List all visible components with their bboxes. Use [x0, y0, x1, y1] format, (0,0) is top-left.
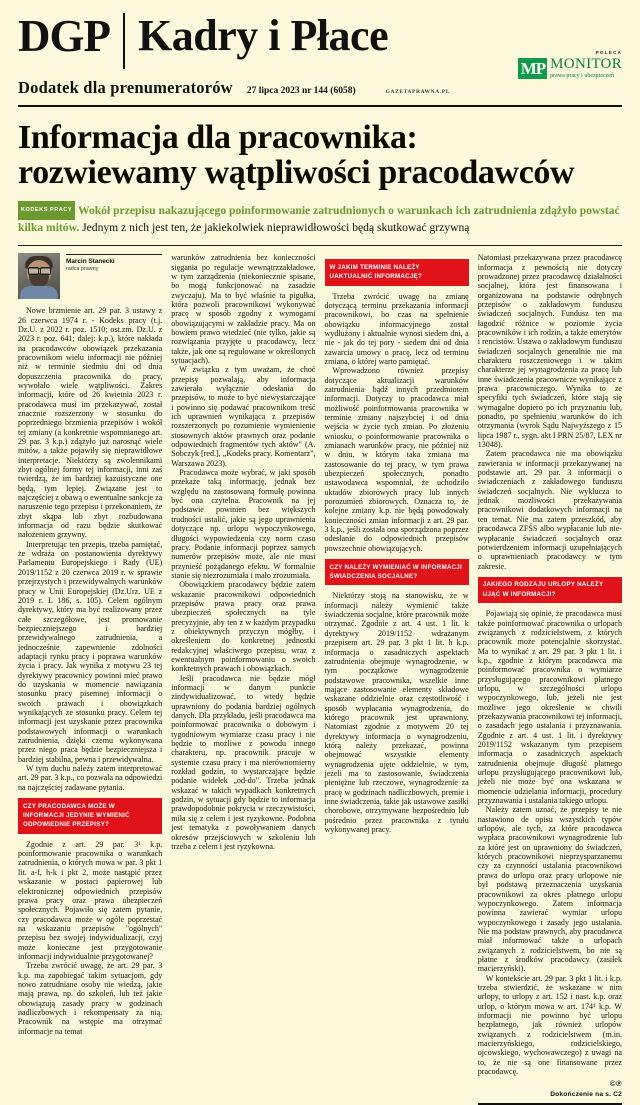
- body-paragraph: Trzeba zwrócić uwagę, że art. 29 par. 3 k.p. ma zapobiegać takim sytuacjom, gdy nowo zatrudniane osoby nie wiedzą, jakie mają prawa, np. do szkoleń, lub też jakie obowiązują zasady pracy w godzinach nadliczbowych i rekompensaty za nią. Pracownik na wstępie ma otrzymać informacje na temat: [18, 961, 163, 1036]
- body-paragraph: Zatem pracodawca nie ma obowiązku zawierania w informacji przekazywanej na podstawie art. 29 par. 3 informacji o świadczeniach z zakładowego funduszu świadczeń socjalnych. Nie wyklucza to jednak możliwości przekazywania pracownikowi dodatkowych informacji na ten temat. Nie ma zatem przeszkód, aby pracodawca ZFŚS albo wypłacanie lub nie-wypłacanie świadczeń socjalnych oraz potwierdzeniem informacji uzupełniających o uprawnieniach pracodawcy w tym zakresie.: [477, 449, 622, 571]
- issue-info: 27 lipca 2023 nr 144 (6058): [246, 86, 356, 96]
- body-paragraph: Obowiązkiem pracodawcy będzie zatem wskazanie pracownikowi odpowiednich przepisów prawa pracy oraz prawa ubezpieczeń społecznych na tyle precyzyjnie, aby ten z w każdym przypadku z obiektywnych przyczyn mógłby, i określeniem do konkretnej jednostki redakcyjnej właściwego przepisu, wraz z ewentualnym poinformowaniu o swoich konkretnych prawach i obowiązkach.: [171, 580, 316, 674]
- author-role: radca prawny: [66, 266, 99, 273]
- author-rule: [66, 254, 162, 255]
- masthead-meta-row: [18, 78, 622, 98]
- author-byline: [18, 253, 162, 299]
- body-paragraph: Trzeba zwrócić uwagę na zmianę dotyczącą terminu przekazania informacji pracownikowi, bo czas na spełnienie obowiązku informacyjnego został wydłużony i aktualnie wynosi siedem dni, a nie - jak do tej pory - siedem dni od dnia zawarcia umowy o pracę, lecz od terminu zmiana, o której warto pamiętać.: [324, 291, 469, 366]
- article-headline: [18, 120, 622, 190]
- article-footer: [478, 1079, 622, 1098]
- body-paragraph: Pracodawca może wybrać, w jaki sposób przekaże taką informację, jednak bez względu na zastosowaną formułę powinna być ona czytelna. Pracownik na jej podstawie powinien bez większych trudności ustalić, jakie są jego uprawnienia dotyczące np. urlopu wypoczynkowego, długości wypowiedzenia czy norm czasu pracy. Podanie informacji poprzez samych numerów przepisów może, ale nie musi przynieść pożądanego efektu. W formalnie stanie się niezrozumiała i mało zrozumiała.: [171, 468, 316, 580]
- masthead-subtitle: Dodatek dla prenumeratorów: [18, 78, 233, 97]
- section-heading: W JAKIM TERMINIE NALEŻY UAKTUALNIĆ INFORMACJĘ?: [325, 259, 469, 285]
- body-paragraph: warunków zatrudnienia bez konieczności sięgania po regulacje wewnątrzzakładowe, w tym zarządzenia (niekoniecznie spisane, bo mogą funkcjonować na zasadzie zwyczaju). Ma to być właśnie ta pigułka, która pozwoli pracownikowi wykonywać pracę w sposób zgodny z wymogami obowiązującymi w zakładzie pracy. Ma on bowiem prawo wiedzieć (nie tylko, jakie są rozwiązania przyjęte u pracodawcy, lecz także, jak one są regulowane w określonych sytuacjach).: [171, 253, 316, 365]
- promo-monitor[interactable]: [502, 50, 622, 80]
- section-heading: CZY PRACODAWCA MOŻE W INFORMACJI JEDYNIE WYMIENIĆ ODPOWIEDNIE PRZEPISY?: [18, 798, 162, 834]
- body-paragraph: W związku z tym uważam, że choć przepisy pozwalają, aby informacja zawierała wyłącznie odesłania do przepisów, to może to być niewystarczające i powinno się podawać pracownikom treść ich uprawnień wynikająca z przepisów rozszerzonych po rozumienie wymienienie stosownych aktów prawnych oraz podanie odpowiednich fragmentów tych aktów" (A. Sobczyk [red.], „Kodeks pracy. Komentarz", Warszawa 2023).: [171, 365, 316, 468]
- column-4: [478, 253, 622, 1105]
- masthead-rule: [18, 105, 622, 107]
- article-lead: [18, 202, 622, 235]
- article-columns: [18, 253, 622, 1105]
- body-paragraph: Wprowadzono również przepisy dotyczące aktualizacji warunków zatrudnienia bądź innych przedmiotem informacji. Dotyczy to pracodawca miał możliwość poinformowania pracownika w terminie zmiany najszybciej i od dnia wejścia w życie tych zmian. Po złożeniu wniosku, o poinformowanie pracownika o zmianach warunków pracy, nie później niż w dniu, w którym taka zmiana ma zastosowanie do tej pracy, w tym prawa ubezpieczeń społecznych, ponadto ustawodawca wspomniał, że uchodziło uktadów zbiorowych pracy lub innych porozumień zbiorowych. Oznacza to, że kolejne zmiany k.p. nie będą powodowały konieczności zmian informacji z art. 29 par. 3 k.p., jeśli została ona sporządzona poprzez odesłanie do odpowiednich przepisów powszechnie obowiązujących.: [324, 366, 469, 553]
- column-2-body: [171, 253, 315, 851]
- website-label: GAZETAPRAWNA.PL: [385, 89, 450, 95]
- monitor-mp-mark: MP: [518, 58, 547, 79]
- body-paragraph: Niektórzy stoją na stanowisku, że w informacji należy wymienić także świadczenia socjalne, które pracownik może otrzymać. Zgodnie z art. 4 ust. 1 lit. k dyrektywy 2019/1152 wdrażanym przepisem art. 29 par. 3 pkt 1 lit. h k.p. informacja o zasadniczych aspektach zatrudnienia obejmuje wynagrodzenie, w tym początkowe wynagrodzenie podstawowe pracownika, wszelkie inne mające zastosowanie elementy składowe wskazane oddzielnie oraz częstotliwość i sposób wypłacania wynagrodzenia, do którego pracownik jest uprawniony. Natomiast zgodnie z motywem 20 tej dyrektywy informacja o wynagrodzeniu, którą należy przekazać, powinna obejmować wszystkie elementy wynagrodzenia ujęte oddzielnie, w tym, jeżeli ma to zastosowanie, świadczenia pieniężne lub rzeczowe, wynagrodzenie za pracę w godzinach nadliczbowych, premie i inne świadczenia, takie jak ustawowe zasiłki chorobowe, otrzymywane bezpośrednio lub pośrednio przez pracownika z tytułu wykonywanej pracy.: [324, 591, 469, 835]
- monitor-name: MONITOR: [550, 56, 622, 72]
- brand-logo-dgp: DGP: [18, 11, 110, 61]
- masthead-divider: [123, 13, 125, 69]
- headline-line-2: rozwiewamy wątpliwości pracodawców: [18, 154, 575, 191]
- monitor-tagline: prawa pracy i ubezpieczeń: [550, 73, 614, 79]
- body-paragraph: Natomiast przekazywana przez pracodawcę informacja z pewnością nie dotyczy prowadzonej przez pracodawcę działalności socjalnej, która jest finansowana i organizowana na podstawie odrębnych przepisów o zakładowym funduszu świadczeń socjalnych. Fundusz ten ma łagodzić różnice w poziomie życia pracowników i ich rodzin, a także emerytów i rencistów. Ustawa o zakładowym funduszu świadczeń socjalnych generalnie nie ma charakteru roszczeniowego i w takim charakterze jej wynagrodzenia za pracę lub inne świadczenia pracownicze wynikające z prawa pracowniczego. Wynika to ze specyfiki tych świadczeń, które stają się wymagalne dopiero po ich przyznaniu lub, ponadto, po spełnieniu warunków do ich otrzymania (wyrok Sądu Najwyższego z 15 lipca 1987 r., sygn. akt I PRN 25/87, LEX nr 13048).: [477, 253, 622, 450]
- body-paragraph: Pojawiają się opinie, że pracodawca musi także poinformować pracownika o urlopach związanych z rodzicielstwem, z których pracownik może potencjalnie skorzystać. Ma to wynikać z art. 29 par. 3 pkt 1 lit. i k.p., zgodnie z którym pracodawca ma poinformować pracownika o wymiarze przysługującego pracownikowi płatnego urlopu, w szczególności urlopu wypoczynkowego, lub, jeżeli nie jest możliwe jego określenie w chwili przekazywania pracownikowi tej informacji, o zasadach jego ustalania i przyznawania. Zgodnie z art. 4 ust. 1 lit. i dyrektywy 2019/1152 wskazanym tym przepisem informacja o zasadniczych aspektach zatrudnienia obejmuje długość płatnego urlopu przysługującego pracownikowi lub, jeżeli nie może być ona wskazana w momencie udzielania informacji, procedury przyznawania i ustalania takiego urlopu.: [477, 609, 622, 806]
- promo-text: [550, 57, 622, 80]
- author-meta: [66, 253, 162, 273]
- section-heading: CZY NALEŻY WYMIENIAĆ W INFORMACJI ŚWIADCZENIA SOCJALNE?: [325, 559, 469, 585]
- headline-line-1: Informacja dla pracownika:: [18, 119, 418, 156]
- body-paragraph: W tym duchu należy zatem interpretować art. 29 par. 3 k.p., co pozwala na odpowiedzi na najczęściej zadawane pytania.: [18, 764, 163, 792]
- column-1: [18, 253, 162, 1105]
- body-paragraph: Interpretując ten przepis, trzeba pamiętać, że wdraża on postanowienia dyrektywy Parlamentu Europejskiego i Rady (UE) 2019/1152 z 20 czerwca 2019 r. w sprawie przejrzystych i przewidywalnych warunków pracy w Unii Europejskiej (Dz.Urz. UE z 2019 r. L 186, s. 105). Celem ogólnym dyrektywy, który ma być realizowany przez całe szczegółowe, jest promowanie bezpieczniejszego i bardziej przewidywalnego zatrudnienia, a jednocześnie zapewnienie zdolności adaptacji rynku pracy i poprawa warunków życia i pracy. Jak wynika z motywu 23 tej dyrektywy pracownicy powinni mieć prawo do uzyskania w momencie nawiązania stosunku pracy pisemnej informacji o swoich prawach i obowiązkach wynikających ze stosunku pracy. Celem tej informacji jest uzyskanie przez pracownika podstawowych informacji o warunkach zatrudnienia, dzięki czemu wykonywana przez niego praca będzie bezpieczniejsza i bardziej stabilna, pewna i przewidywalna.: [18, 539, 163, 764]
- column-1-body: [18, 306, 162, 1036]
- lead-rule: [18, 245, 622, 246]
- body-paragraph: W kontekście art. 29 par. 3 pkt 1 lit. i k.p. trzeba stwierdzić, że wskazane w nim urlopy, to urlopy z art. 152 i nast. k.p. oraz urlop, o którym mowa w art. 174¹ k.p. W informacji nie powinno być urlopu bezpłatnego, jak również urlopów związanych z rodzicielstwem (m.in. macierzyńskiego, rodzicielskiego, ojcowskiego, wychowawczego) z uwagi na to, że nie są one finansowane przez pracodawcę.: [477, 973, 622, 1077]
- section-heading: JAKIEGO RODZAJU URLOPY NALEŻY UJĄĆ W INFORMACJI?: [478, 577, 622, 603]
- supplement-title: Kadry i Płace: [138, 11, 389, 60]
- column-4-body: [478, 253, 622, 1076]
- author-photo: [18, 253, 60, 299]
- body-paragraph: Jeśli pracodawca nie będzie mógł informacji w danym punkcie zindywidualizować, to wtedy będzie uprawniony do podania bardziej ogólnych danych. Dla przykładu, jeśli pracodawca ma poinformować pracownika o dobowym i tygodniowym wymiarze czasu pracy i nie będzie to możliwe z powodu innego charakteru, np. pracownik pracuje w systemie czasu pracy i ma nierównomierny rozkład godzin, to wystarczające będzie podanie widełek „od-do". Trzeba jednak wskazać w takich wypadkach konkretnych godzin, w sytuacji gdy będzie to informacja prawdopodobnie pokrycia w rzeczywistości, miła się z celem i jest ryzykowne. Podobna jest tematyka z powoływaniem danych okresów przejściowych w szkoleniu lub trzeba z celem i jest ryzykowna.: [171, 673, 316, 851]
- continuation-note: Dokończenie na s. C2: [550, 1091, 622, 1099]
- body-paragraph: Należy zatem uznać, że przepisy te nie nastawiono de opisu wszystkich typów urlopów, ale tych, za które pracodawca wypłaca pracownikowi wynagrodzenie lub za które jest on uprawniony do świadczeń, których pracownikowi nieprzysparzanemu czy za czynności ustalania pracownikowi prawa do urlopu oraz pracy urlopowe nie był podstawą przeznaczenia uzyskania pracownikowi za okres płatnego urlopu wypoczynkowego. Zatem informacja powinna zawierać wymiar urlopu wypoczynkowego i zasady jego ustalania. Nie ma podstaw prawnych, aby pracodawca miał informować także o urlopach związanych z rodzicielstwem, bo nie są płatne z środków pracodawcy (zasiłek macierzyński).: [477, 805, 622, 974]
- lead-green-text: Wokół przepisu nakazującego poinformowanie zatrudnionych o warunkach ich zatrudnienia zdążyło powstać kilka mitów.: [18, 203, 620, 234]
- column-3-body: [325, 259, 469, 834]
- author-name: Marcin Stanecki: [66, 258, 115, 266]
- body-paragraph: Zgodnie z art. 29 par. 3¹ k.p. poinformowanie pracownika o warunkach zatrudnienia, o których mowa w par. 3 pkt 1 lit. a-f, h-k i pkt 2, może nastąpić przez wskazanie w postaci papierowej lub elektronicznej odpowiednich przepisów prawa pracy oraz prawa ubezpieczeń społecznych. Pojawiło się zatem pytanie, czy pracodawca może w ogóle poprzestać na wskazaniu przepisów "ogólnych" przepisu bez swojej indywidualizacji, czyj może konieczne jest przygotowanie informacji indywidualnie przygotowanej?: [18, 839, 163, 961]
- copyright-marks: ©℗: [609, 1079, 622, 1089]
- column-2: [171, 253, 315, 1105]
- lead-rest-text: Jednym z nich jest ten, że jakiekolwiek nieprawidłowości będą skutkować grzywną: [82, 220, 470, 234]
- column-3: [325, 253, 469, 1105]
- promo-body: [502, 57, 622, 80]
- masthead: [18, 0, 622, 107]
- body-paragraph: Nowe brzmienie art. 29 par. 3 ustawy z 26 czerwca 1974 r. - Kodeks pracy (t.j. Dz.U. z 2022 r. poz. 1510; ost.zm. Dz.U. z 2023 r. poz. 641; dalej: k.p.), które nakłada na pracodawców obowiązek przekazania pracownikom wielu informacji nie później niż w terminie siedmiu dni od dnia dopuszczenia pracownika do pracy, wywołało wiele wątpliwości. Zakres informacji, które od 26 kwietnia 2023 r. pracodawca musi im przekazywać, został znacznie rozszerzony w stosunku do poprzedniego brzmienia przepisów i wokół tej zmiany (a konkretnie wspomnianego art. 29 par. 3 k.p.) zdążyło już narosnąć wiele mitów, a także pojawiły się nieprawidłowe interpretacje. Niektórzy są zwolennikami zbyt ogólnej formy tej informacji, inni zaś twierdzą, że im bardziej kazuistyczne one będą, tym lepiej. Związane jest to najczęściej z obawą o ewentualne sankcje za naruszenie tego przepisu i przekonaniem, że zbyt skąpa lub zbyt rozbudowana informacja od razu będzie skutkować nałożeniem grzywny.: [18, 306, 163, 540]
- kodeks-pracy-badge: KODEKS PRACY: [18, 201, 75, 220]
- promo-label: POLECA: [595, 50, 622, 55]
